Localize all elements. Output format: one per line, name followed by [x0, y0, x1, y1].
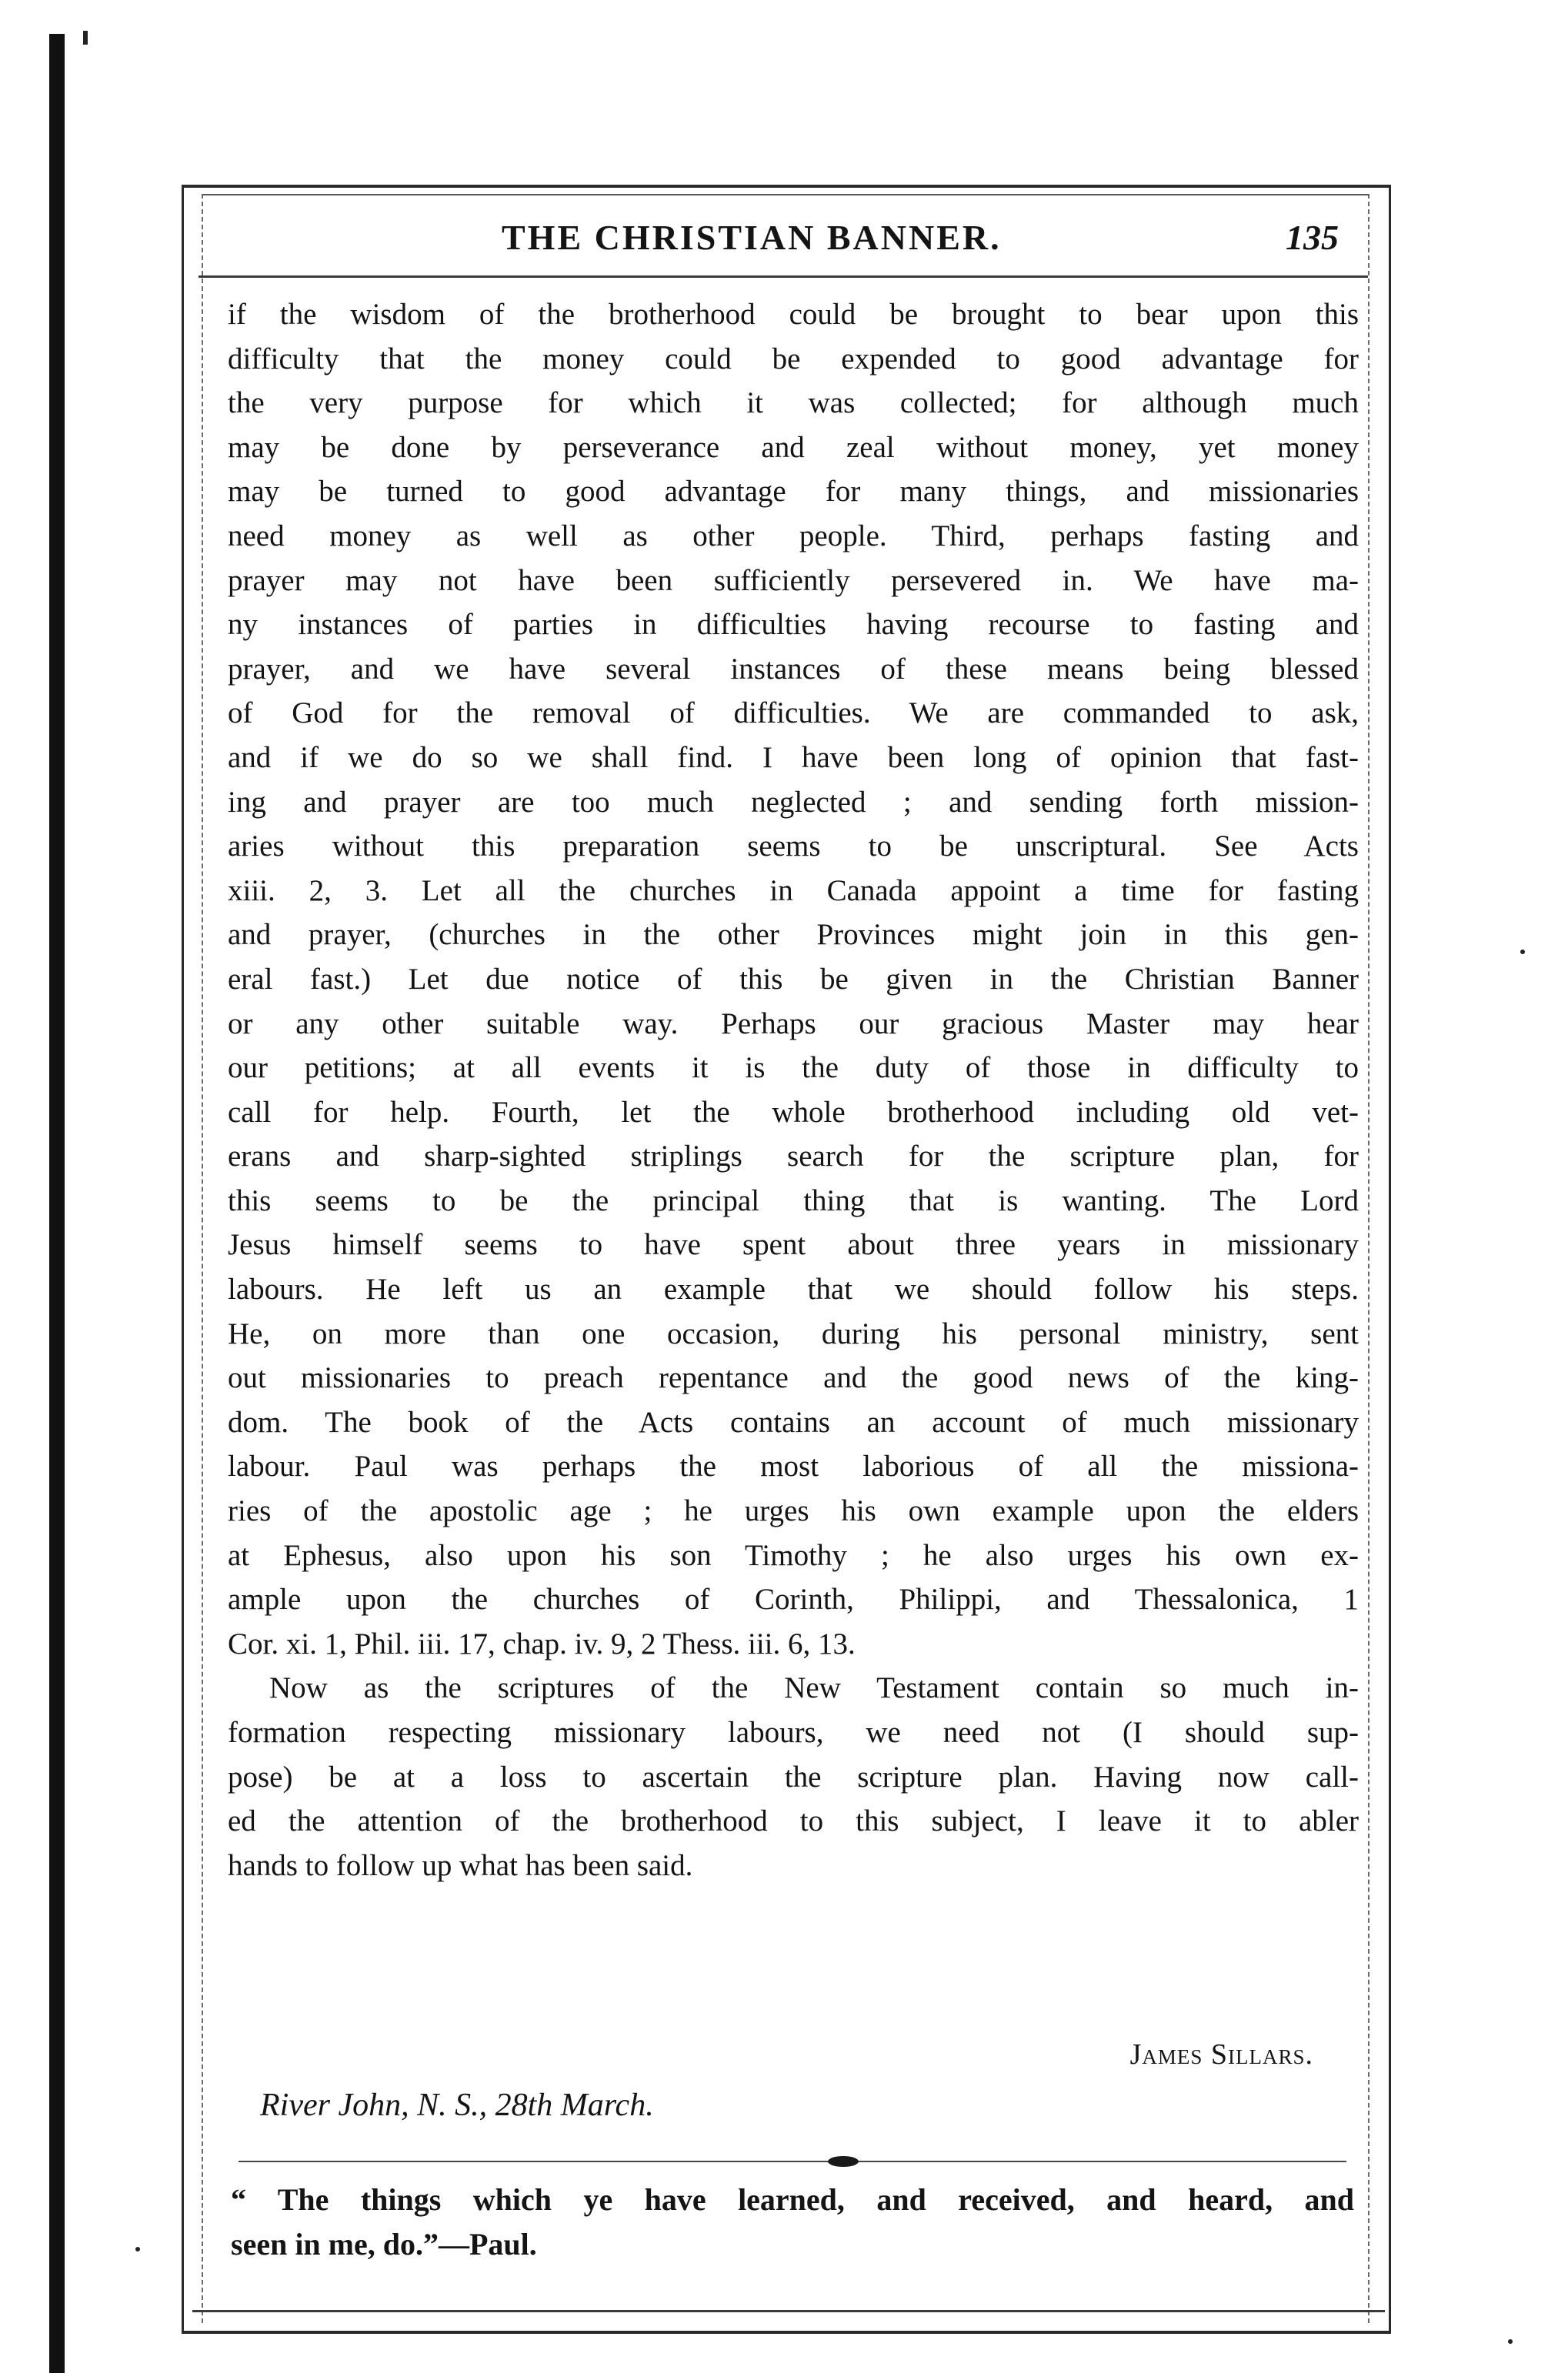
- scan-speck: [1520, 950, 1525, 954]
- quote-line: “ The things which ye have learned, and received, and heard, and: [231, 2182, 1354, 2217]
- scan-speck: [135, 2247, 140, 2251]
- text-line: Cor. xi. 1, Phil. iii. 17, chap. iv. 9, 2 Thess. iii. 6, 13.: [228, 1627, 856, 1661]
- text-line: eral fast.) Let due notice of this be given in the Christian Banner: [228, 962, 1359, 996]
- bottom-divider: [192, 2310, 1385, 2312]
- text-line: ries of the apostolic age ; he urges his own example upon the elders: [228, 1494, 1359, 1528]
- separator-ornament: [828, 2156, 859, 2167]
- text-line: dom. The book of the Acts contains an account of much missionary: [228, 1405, 1359, 1439]
- text-line: formation respecting missionary labours, we need not (I should sup-: [228, 1716, 1359, 1749]
- dateline: River John, N. S., 28th March.: [260, 2088, 654, 2123]
- text-line: erans and sharp-sighted striplings search for the scripture plan, for: [228, 1140, 1359, 1173]
- scan-speck: [1508, 2339, 1513, 2344]
- text-line: may be turned to good advantage for many things, and missionaries: [228, 475, 1359, 509]
- text-line: this seems to be the principal thing that is wanting. The Lord: [228, 1183, 1359, 1217]
- text-line: and prayer, (churches in the other Provinces might join in this gen-: [228, 918, 1359, 952]
- text-line: ed the attention of the brotherhood to this subject, I leave it to abler: [228, 1804, 1359, 1838]
- text-line: difficulty that the money could be expended to good advantage for: [228, 342, 1359, 376]
- text-line: hands to follow up what has been said.: [228, 1848, 693, 1882]
- text-line: need money as well as other people. Third, perhaps fasting and: [228, 519, 1359, 552]
- text-line: at Ephesus, also upon his son Timothy ; he also urges his own ex-: [228, 1538, 1359, 1572]
- text-line: ample upon the churches of Corinth, Philippi, and Thessalonica, 1: [228, 1583, 1359, 1617]
- text-line: of God for the removal of difficulties. We are commanded to ask,: [228, 696, 1359, 730]
- text-line: He, on more than one occasion, during his personal ministry, sent: [228, 1317, 1359, 1350]
- text-line: and if we do so we shall find. I have been long of opinion that fast-: [228, 740, 1359, 774]
- text-line: the very purpose for which it was collected; for although much: [228, 386, 1359, 420]
- page-header: [223, 217, 1362, 263]
- text-line: may be done by perseverance and zeal without money, yet money: [228, 430, 1359, 464]
- page-number: 135: [1286, 218, 1339, 257]
- text-line: ny instances of parties in difficulties having recourse to fasting and: [228, 608, 1359, 642]
- text-line: prayer, and we have several instances of these means being blessed: [228, 652, 1359, 686]
- scan-edge-bar: [49, 34, 65, 2373]
- author-signature: James Sillars.: [1129, 2038, 1313, 2071]
- text-line: aries without this preparation seems to be unscriptural. See Acts: [228, 829, 1359, 863]
- text-line: if the wisdom of the brotherhood could be brought to bear upon this: [228, 298, 1359, 331]
- text-line: xiii. 2, 3. Let all the churches in Canada appoint a time for fasting: [228, 873, 1359, 907]
- header-divider: [199, 275, 1368, 278]
- scan-mark: [83, 31, 88, 45]
- text-line: out missionaries to preach repentance and the good news of the king-: [228, 1361, 1359, 1395]
- quote-line: seen in me, do.”—Paul.: [231, 2227, 537, 2262]
- section-separator: [239, 2161, 1346, 2162]
- text-line: Jesus himself seems to have spent about three years in missionary: [228, 1228, 1359, 1262]
- text-line: labours. He left us an example that we should follow his steps.: [228, 1273, 1359, 1307]
- article-body: [228, 292, 1359, 1888]
- closing-quote: [231, 2178, 1354, 2267]
- text-line: call for help. Fourth, let the whole brotherhood including old vet-: [228, 1095, 1359, 1129]
- text-line: or any other suitable way. Perhaps our gracious Master may hear: [228, 1006, 1359, 1040]
- text-line: prayer may not have been sufficiently persevered in. We have ma-: [228, 563, 1359, 597]
- text-line: ing and prayer are too much neglected ; and sending forth mission-: [228, 785, 1359, 819]
- text-line: labour. Paul was perhaps the most laborious of all the missiona-: [228, 1450, 1359, 1484]
- text-line: our petitions; at all events it is the duty of those in difficulty to: [228, 1051, 1359, 1085]
- text-line: Now as the scriptures of the New Testament contain so much in-: [269, 1671, 1359, 1705]
- running-title: THE CHRISTIAN BANNER.: [502, 218, 1002, 257]
- text-line: pose) be at a loss to ascertain the scripture plan. Having now call-: [228, 1760, 1359, 1794]
